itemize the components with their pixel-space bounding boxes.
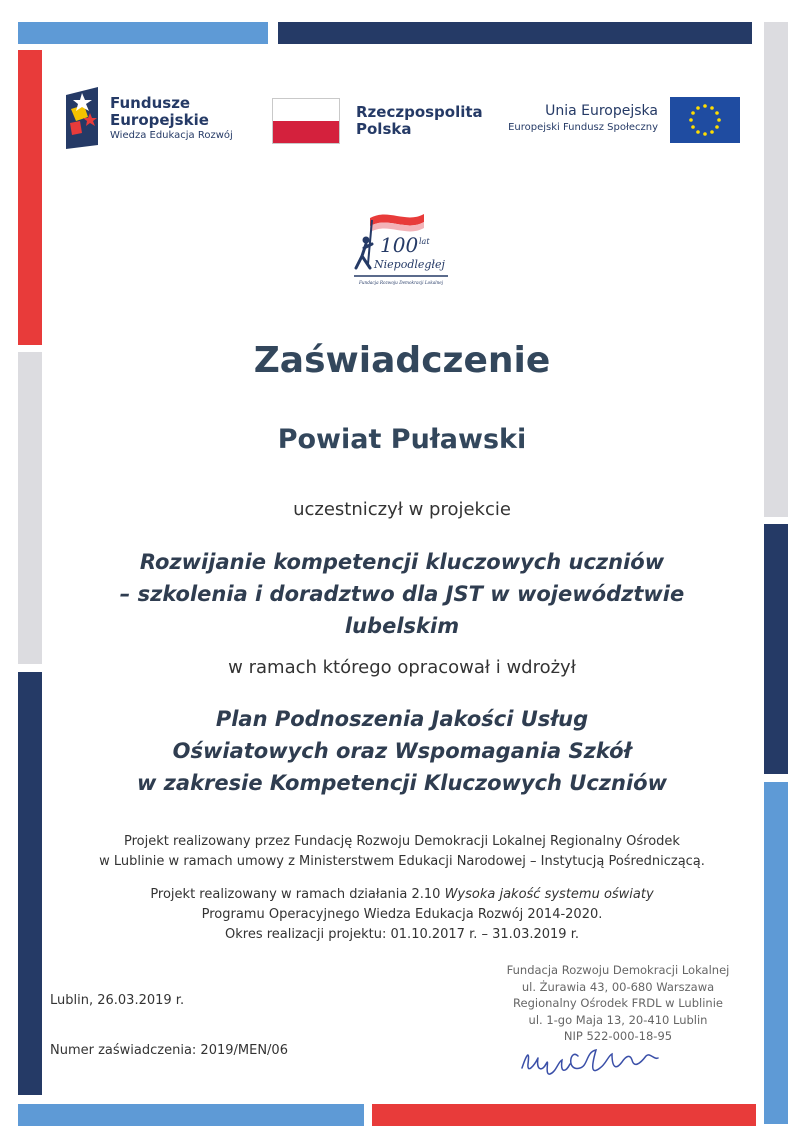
middle-text: w ramach którego opracował i wdrożył [228,657,576,678]
polish-flag-icon [272,98,340,144]
project-line-2: – szkolenia i doradztwo dla JST w województwie [119,582,685,606]
centenary-100: 100 [380,233,419,257]
signature [516,1038,666,1084]
certificate-number: Numer zaświadczenia: 2019/MEN/06 [50,1043,288,1058]
project-info-1 [0,832,804,872]
plan-line-2: Oświatowych oraz Wspomagania Szkół [172,739,632,763]
info1-line2: w Lublinie w ramach umowy z Ministerstwem Edukacji Narodowej – Instytucją Pośredniczącą. [99,854,705,869]
centenary-niepodleglej: Niepodległej [374,258,445,271]
organization-stamp [498,962,738,1045]
fundusze-europejskie-logo [66,87,256,151]
centenary-lat: lat [419,237,430,246]
rp-line1: Rzeczpospolita [356,103,483,121]
info2-line2: Programu Operacyjnego Wiedza Edukacja Rozwój 2014-2020. [201,907,603,922]
eu-line1: Unia Europejska [545,103,658,119]
rzeczpospolita-polska-logo [272,98,482,148]
place-date: Lublin, 26.03.2019 r. [50,993,185,1008]
centenary-logo [350,206,450,288]
left-bar-red [18,50,42,345]
rp-line2: Polska [356,119,412,138]
fe-line1: Fundusze [110,94,191,112]
eu-line2: Europejski Fundusz Społeczny [508,122,658,133]
unia-europejska-logo [510,97,744,147]
bottom-bar-light [18,1104,364,1126]
top-bar-light [18,22,268,44]
stamp-line-3: Regionalny Ośrodek FRDL w Lublinie [513,996,723,1010]
bottom-bar-red [372,1104,756,1126]
centenary-caption: Fundacja Rozwoju Demokracji Lokalnej [358,280,444,285]
info2-line3: Okres realizacji projektu: 01.10.2017 r. – 31.03.2019 r. [225,927,579,942]
project-info-2 [0,885,804,945]
stamp-line-5: NIP 522-000-18-95 [563,1029,673,1043]
fe-line3: Wiedza Edukacja Rozwój [110,130,233,141]
project-line-1: Rozwijanie kompetencji kluczowych uczniów [139,550,665,574]
plan-line-3: w zakresie Kompetencji Kluczowych Uczniów [136,771,668,795]
plan-title [0,703,804,799]
stamp-line-4: ul. 1-go Maja 13, 20-410 Lublin [528,1012,708,1027]
project-title [0,546,804,642]
plan-line-1: Plan Podnoszenia Jakości Usług [215,707,589,731]
eu-flag-icon [670,97,740,143]
stamp-line-1: Fundacja Rozwoju Demokracji Lokalnej [506,963,730,977]
fe-line2: Europejskie [110,110,209,129]
recipient-name: Powiat Puławski [277,424,527,455]
info1-line1: Projekt realizowany przez Fundację Rozwoju Demokracji Lokalnej Regionalny Ośrodek [124,834,680,849]
intro-text: uczestniczył w projekcie [293,499,511,520]
info2-prefix: Projekt realizowany w ramach działania 2.10 [150,887,445,902]
stamp-line-2: ul. Żurawia 43, 00-680 Warszawa [521,979,715,994]
fe-star-icon [66,87,100,149]
info2-italic: Wysoka jakość systemu oświaty [444,887,654,902]
document-title: Zaświadczenie [253,340,551,381]
project-line-3: lubelskim [344,614,460,638]
top-bar-navy [278,22,752,44]
